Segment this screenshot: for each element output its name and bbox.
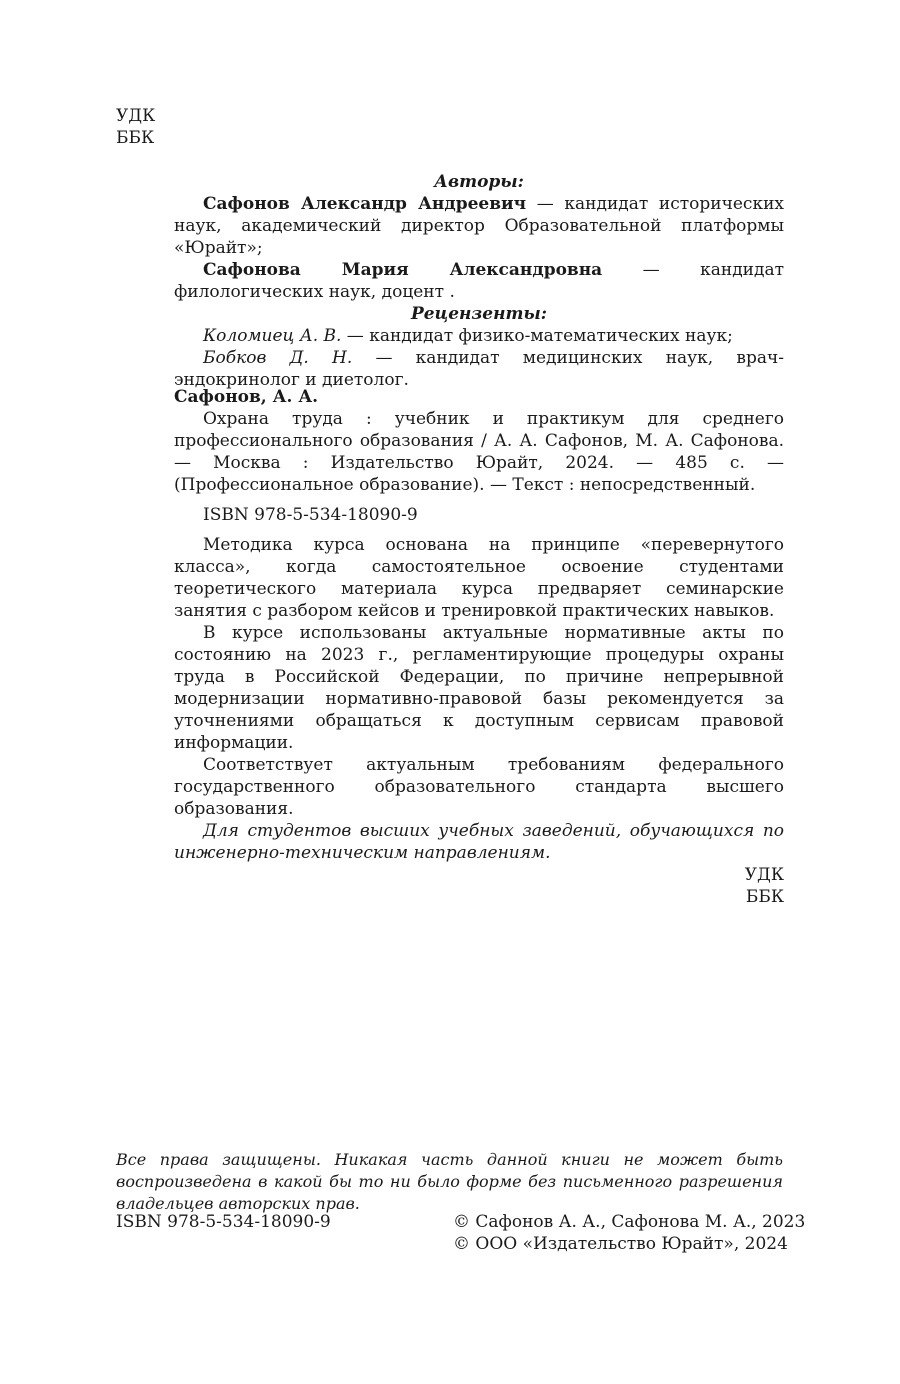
catalog-description: Охрана труда : учебник и практикум для среднего профессионального образования / А. А. Сафонов, М. А. Сафонова. — Москва : Издательство Юрайт, 2024. — 485 с. — (Профессиональное образование). — Текст : непосредственный. (174, 409, 784, 495)
copyright-block (453, 1211, 805, 1255)
authors-heading: Авторы: (434, 172, 524, 192)
copyright-line: © ООО «Издательство Юрайт», 2024 (453, 1234, 788, 1254)
catalog-section (174, 386, 784, 908)
reviewer-desc: — кандидат физико-математических наук; (341, 326, 733, 346)
copyright-line: © Сафонов А. А., Сафонова М. А., 2023 (453, 1212, 806, 1232)
isbn-bottom: ISBN 978-5-534-18090-9 (116, 1212, 331, 1232)
footer-udk: УДК (744, 865, 784, 885)
catalog-isbn: ISBN 978-5-534-18090-9 (203, 505, 418, 525)
annotation-paragraph: Методика курса основана на принципе «перевернутого класса», когда самостоятельное освоение студентами теоретического материала курса предваряет семинарские занятия с разбором кейсов и тренировкой практических навыков. (174, 535, 784, 621)
author-desc: — кандидат филологических наук, доцент . (174, 260, 784, 302)
header-codes (116, 105, 155, 149)
catalog-author: Сафонов, А. А. (174, 387, 319, 407)
author-name: Сафонов Александр Андреевич (203, 194, 527, 214)
reviewer-entry (174, 347, 784, 391)
rights-notice: Все права защищены. Никакая часть данной книги не может быть воспроизведена в какой бы то ни было форме без письменного разрешения владельцев авторских прав. (116, 1150, 783, 1213)
udk-label: УДК (116, 106, 156, 126)
audience-note: Для студентов высших учебных заведений, обучающихся по инженерно-техническим направлениям. (174, 821, 784, 863)
bbk-label: ББК (116, 128, 155, 148)
author-entry (174, 259, 784, 303)
annotation-paragraph: В курсе использованы актуальные нормативные акты по состоянию на 2023 г., регламентирующие процедуры охраны труда в Российской Федерации, по причине непрерывной модернизации нормативно-правовой базы рекомендуется за уточнениями обращаться к доступным сервисам правовой информации. (174, 623, 784, 753)
reviewer-name: Бобков Д. Н. (203, 348, 353, 368)
author-name: Сафонова Мария Александровна (203, 260, 603, 280)
annotation-paragraph: Соответствует актуальным требованиям федерального государственного образовательного стандарта высшего образования. (174, 755, 784, 819)
reviewer-desc: — кандидат медицинских наук, врач-эндокринолог и диетолог. (174, 348, 784, 390)
reviewer-entry (174, 325, 784, 347)
footer-bbk: ББК (745, 887, 784, 907)
reviewers-heading: Рецензенты: (410, 304, 548, 324)
authors-section (174, 171, 784, 391)
reviewer-name: Коломиец А. В. (203, 326, 342, 346)
author-desc: — кандидат исторических наук, академический директор Образовательной платформы «Юрайт»; (174, 194, 784, 258)
author-entry (174, 193, 784, 259)
